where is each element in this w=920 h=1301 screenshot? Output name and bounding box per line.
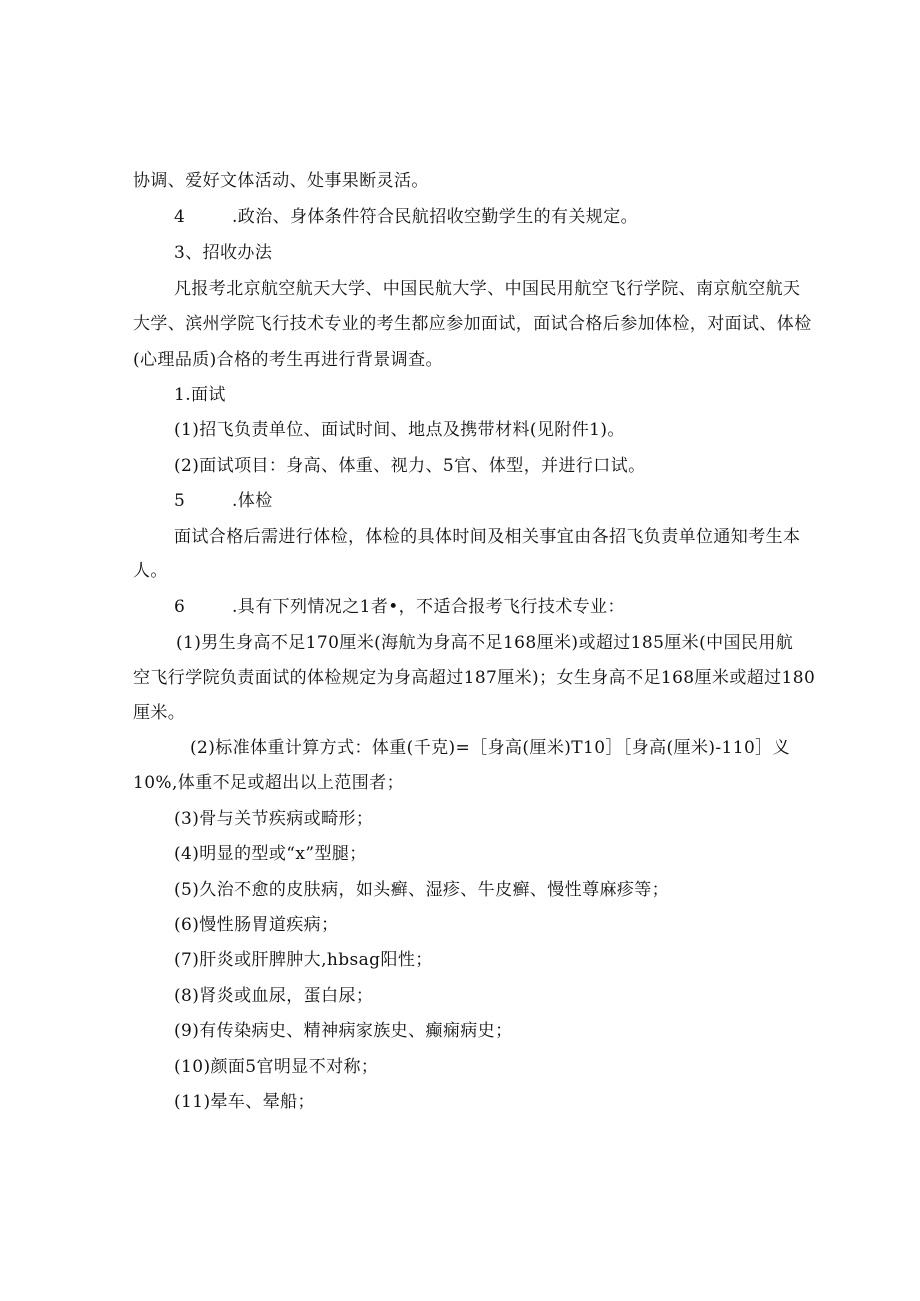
list-item: (10)颜面5官明显不对称； xyxy=(174,1057,379,1077)
list-item: (9)有传染病史、精神病家族史、癫痫病史； xyxy=(174,1021,513,1041)
numbered-item xyxy=(174,206,638,228)
list-item: (8)肾炎或血尿，蛋白尿； xyxy=(174,986,374,1006)
list-item: (6)慢性肠胃道疾病； xyxy=(174,915,339,935)
section-heading: 3、招收办法 xyxy=(174,243,273,263)
paragraph-line: 厘米。 xyxy=(133,703,186,723)
paragraph-line: 人。 xyxy=(133,561,168,581)
paragraph-line: 凡报考北京航空航天大学、中国民航大学、中国民用航空飞行学院、南京航空航天 xyxy=(174,279,801,299)
list-item: (5)久治不愈的皮肤病，如头癣、湿疹、牛皮癣、慢性尊麻疹等； xyxy=(174,880,670,900)
list-item: (7)肝炎或肝脾肿大,hbsag阳性； xyxy=(174,950,433,970)
paragraph-line: 10%,体重不足或超出以上范围者； xyxy=(133,773,404,793)
list-item: (4)明显的型或“x”型腿； xyxy=(174,844,367,864)
numbered-item xyxy=(174,596,625,618)
item-number: 6 xyxy=(174,597,186,617)
paragraph-line: 协调、爱好文体活动、处事果断灵活。 xyxy=(133,171,429,191)
item-number: 4 xyxy=(174,207,186,227)
list-item: (1)男生身高不足170厘米(海航为身高不足168厘米)或超过185厘米(中国民用航 xyxy=(176,633,794,653)
item-text: .具有下列情况之1者•，不适合报考飞行技术专业： xyxy=(232,597,625,617)
list-item: (3)骨与关节疾病或畸形； xyxy=(174,809,374,829)
list-item: (11)晕车、晕船； xyxy=(174,1092,315,1112)
paragraph-line: 面试合格后需进行体检，体检的具体时间及相关事宜由各招飞负责单位通知考生本 xyxy=(174,527,801,547)
list-item: (2)标准体重计算方式：体重(千克)=［身高(厘米)T10］［身高(厘米)-110］义 xyxy=(190,738,790,758)
paragraph-line: 空飞行学院负责面试的体检规定为身高超过187厘米)；女生身高不足168厘米或超过180 xyxy=(133,668,816,688)
paragraph-line: 大学、滨州学院飞行技术专业的考生都应参加面试，面试合格后参加体检，对面试、体检 xyxy=(133,314,812,334)
paragraph-line: (心理品质)合格的考生再进行背景调查。 xyxy=(133,350,443,370)
list-item: (2)面试项目：身高、体重、视力、5官、体型，并进行口试。 xyxy=(174,456,646,476)
list-item: (1)招飞负责单位、面试时间、地点及携带材料(见附件1)。 xyxy=(174,420,625,440)
item-number: 5 xyxy=(174,491,186,511)
numbered-item xyxy=(174,490,273,512)
item-text: .体检 xyxy=(232,491,273,511)
subsection-heading: 1.面试 xyxy=(174,385,226,405)
item-text: .政治、身体条件符合民航招收空勤学生的有关规定。 xyxy=(232,207,639,227)
